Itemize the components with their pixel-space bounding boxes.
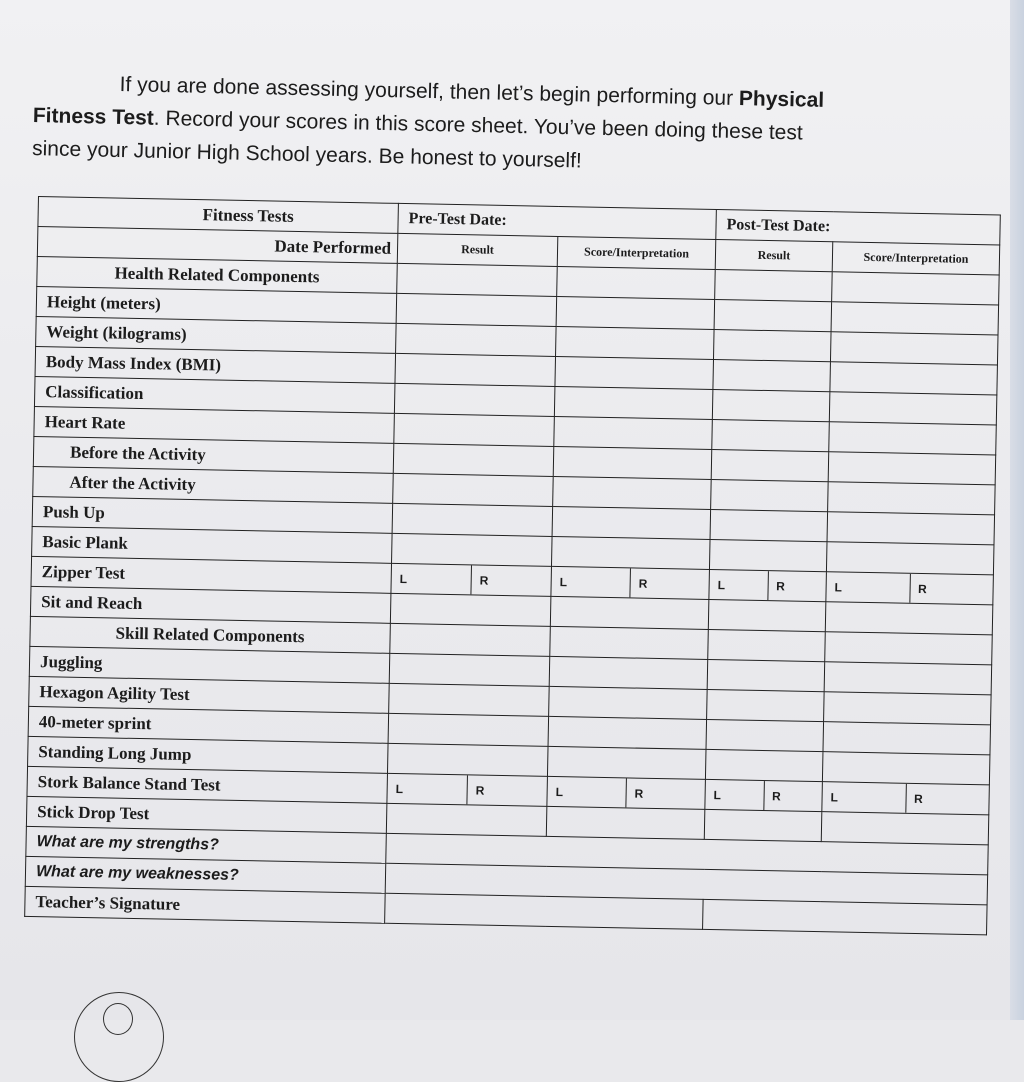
header-fitness-tests: Fitness Tests bbox=[38, 197, 399, 234]
post-score-lr-cell[interactable] bbox=[822, 782, 990, 815]
pre-score-cell[interactable] bbox=[549, 656, 708, 689]
post-score-cell[interactable] bbox=[822, 752, 990, 785]
pre-score-cell[interactable] bbox=[554, 386, 713, 419]
left-label: L bbox=[555, 784, 564, 799]
row-label-hexagon-agility: Hexagon Agility Test bbox=[29, 676, 390, 713]
pre-result-lr-cell[interactable] bbox=[391, 563, 552, 596]
pre-score-cell[interactable] bbox=[550, 626, 709, 659]
left-label: L bbox=[834, 579, 843, 595]
pre-signature-field[interactable] bbox=[385, 893, 704, 929]
row-label-push-up: Push Up bbox=[32, 496, 393, 533]
left-label: L bbox=[395, 781, 404, 796]
row-label-height: Height (meters) bbox=[36, 286, 397, 323]
pre-result-cell[interactable] bbox=[397, 263, 558, 296]
row-label-weaknesses: What are my weaknesses? bbox=[25, 856, 386, 893]
pre-result-cell[interactable] bbox=[393, 473, 554, 506]
header-pre-test-date: Pre-Test Date: bbox=[398, 203, 717, 239]
left-label: L bbox=[830, 789, 839, 804]
row-label-stork-balance: Stork Balance Stand Test bbox=[27, 766, 388, 803]
header-post-score: Score/Interpretation bbox=[832, 242, 1000, 275]
post-score-cell[interactable] bbox=[830, 362, 998, 395]
row-label-basic-plank: Basic Plank bbox=[32, 526, 393, 563]
pre-result-cell[interactable] bbox=[394, 413, 555, 446]
pre-result-cell[interactable] bbox=[387, 743, 548, 776]
post-result-cell[interactable] bbox=[709, 539, 827, 571]
post-result-cell[interactable] bbox=[708, 629, 826, 661]
post-result-cell[interactable] bbox=[707, 689, 825, 721]
post-score-cell[interactable] bbox=[827, 512, 995, 545]
row-label-sit-and-reach: Sit and Reach bbox=[30, 586, 391, 623]
row-label-stick-drop: Stick Drop Test bbox=[26, 796, 387, 833]
pre-score-cell[interactable] bbox=[551, 536, 710, 569]
pre-result-cell[interactable] bbox=[392, 503, 553, 536]
left-label: L bbox=[717, 577, 726, 592]
lightbulb-icon bbox=[103, 1003, 133, 1035]
post-result-cell[interactable] bbox=[711, 479, 829, 511]
pre-score-cell[interactable] bbox=[554, 416, 713, 449]
post-result-cell[interactable] bbox=[711, 449, 829, 481]
post-score-cell[interactable] bbox=[823, 722, 991, 755]
pre-result-cell[interactable] bbox=[392, 533, 553, 566]
instructions-text: . Record your scores in this score sheet. You’ve been doing these test bbox=[153, 106, 803, 145]
header-date-performed: Date Performed bbox=[37, 227, 398, 264]
lightbulb-logo-icon bbox=[74, 992, 164, 1082]
pre-score-lr-cell[interactable] bbox=[551, 566, 710, 599]
post-score-cell[interactable] bbox=[821, 812, 989, 845]
pre-score-cell[interactable] bbox=[555, 356, 714, 389]
post-score-cell[interactable] bbox=[832, 272, 1000, 305]
post-score-cell[interactable] bbox=[825, 632, 993, 665]
right-label: R bbox=[763, 781, 822, 811]
right-label: R bbox=[909, 574, 993, 605]
post-score-lr-cell[interactable] bbox=[826, 572, 994, 605]
row-label-weight: Weight (kilograms) bbox=[36, 316, 397, 353]
pre-result-cell[interactable] bbox=[389, 683, 550, 716]
post-score-cell[interactable] bbox=[828, 452, 996, 485]
post-result-cell[interactable] bbox=[712, 389, 830, 421]
row-label-bmi: Body Mass Index (BMI) bbox=[35, 346, 396, 383]
post-result-cell[interactable] bbox=[706, 719, 824, 751]
pre-result-cell[interactable] bbox=[396, 293, 557, 326]
pre-score-cell[interactable] bbox=[557, 266, 716, 299]
pre-score-cell[interactable] bbox=[556, 296, 715, 329]
pre-result-cell[interactable] bbox=[394, 383, 555, 416]
section-health-related: Health Related Components bbox=[37, 256, 398, 293]
row-label-zipper-test: Zipper Test bbox=[31, 556, 392, 593]
right-label: R bbox=[767, 571, 826, 601]
post-result-cell[interactable] bbox=[704, 809, 822, 841]
post-score-cell[interactable] bbox=[825, 602, 993, 635]
right-label: R bbox=[466, 775, 547, 806]
row-label-before-activity: Before the Activity bbox=[33, 436, 394, 473]
pre-score-cell[interactable] bbox=[553, 446, 712, 479]
pre-score-cell[interactable] bbox=[550, 596, 709, 629]
row-label-juggling: Juggling bbox=[29, 646, 390, 683]
row-label-after-activity: After the Activity bbox=[33, 466, 394, 503]
post-score-cell[interactable] bbox=[826, 542, 994, 575]
post-score-cell[interactable] bbox=[829, 422, 997, 455]
pre-score-cell[interactable] bbox=[556, 326, 715, 359]
right-label: R bbox=[905, 784, 989, 815]
pre-score-cell[interactable] bbox=[552, 506, 711, 539]
pre-score-cell[interactable] bbox=[548, 716, 707, 749]
post-result-lr-cell[interactable] bbox=[705, 779, 823, 811]
post-result-cell[interactable] bbox=[707, 659, 825, 691]
header-post-result: Result bbox=[715, 240, 833, 272]
post-result-cell[interactable] bbox=[708, 599, 826, 631]
left-label: L bbox=[399, 571, 408, 586]
left-label: L bbox=[559, 574, 568, 589]
pre-result-cell[interactable] bbox=[395, 353, 556, 386]
pre-score-cell[interactable] bbox=[549, 686, 708, 719]
right-label: R bbox=[470, 565, 551, 596]
row-label-heart-rate: Heart Rate bbox=[34, 406, 395, 443]
post-score-cell[interactable] bbox=[824, 662, 992, 695]
row-label-standing-long-jump: Standing Long Jump bbox=[28, 736, 389, 773]
post-result-cell[interactable] bbox=[705, 749, 823, 781]
post-score-cell[interactable] bbox=[830, 332, 998, 365]
left-label: L bbox=[713, 787, 722, 802]
post-signature-field[interactable] bbox=[703, 899, 988, 934]
section-skill-related: Skill Related Components bbox=[30, 616, 391, 653]
row-label-strengths: What are my strengths? bbox=[26, 826, 387, 863]
row-label-40m-sprint: 40-meter sprint bbox=[28, 706, 389, 743]
post-result-cell[interactable] bbox=[713, 330, 831, 362]
pre-result-cell[interactable] bbox=[396, 323, 557, 356]
post-result-cell[interactable] bbox=[710, 509, 828, 541]
post-result-cell[interactable] bbox=[715, 270, 833, 302]
pre-score-lr-cell[interactable] bbox=[547, 776, 706, 809]
pre-result-cell[interactable] bbox=[390, 623, 551, 656]
post-result-cell[interactable] bbox=[712, 419, 830, 451]
header-post-test-date: Post-Test Date: bbox=[716, 210, 1001, 245]
pre-score-cell[interactable] bbox=[547, 746, 706, 779]
pre-result-cell[interactable] bbox=[393, 443, 554, 476]
post-score-cell[interactable] bbox=[828, 482, 996, 515]
instructions-bold: Fitness Test bbox=[32, 103, 155, 130]
post-result-cell[interactable] bbox=[714, 300, 832, 332]
row-label-teacher-signature: Teacher’s Signature bbox=[25, 886, 386, 923]
post-result-lr-cell[interactable] bbox=[709, 569, 827, 601]
post-score-cell[interactable] bbox=[824, 692, 992, 725]
pre-result-cell[interactable] bbox=[386, 803, 547, 836]
post-result-cell[interactable] bbox=[713, 359, 831, 391]
instructions-text: If you are done assessing yourself, then let’s begin performing our bbox=[119, 72, 740, 110]
right-label: R bbox=[625, 778, 705, 809]
pre-result-cell[interactable] bbox=[389, 653, 550, 686]
post-score-cell[interactable] bbox=[829, 392, 997, 425]
row-label-classification: Classification bbox=[34, 376, 395, 413]
pre-score-cell[interactable] bbox=[546, 806, 705, 839]
pre-result-cell[interactable] bbox=[388, 713, 549, 746]
pre-score-cell[interactable] bbox=[553, 476, 712, 509]
pre-result-lr-cell[interactable] bbox=[387, 773, 548, 806]
pre-result-cell[interactable] bbox=[390, 593, 551, 626]
fitness-score-table bbox=[24, 196, 1001, 935]
score-sheet bbox=[24, 196, 1001, 935]
right-label: R bbox=[629, 568, 709, 599]
instructions-line-3: since your Junior High School years. Be honest to yourself! bbox=[31, 136, 583, 173]
header-pre-result: Result bbox=[397, 233, 558, 266]
post-score-cell[interactable] bbox=[831, 302, 999, 335]
background-edge bbox=[1010, 0, 1024, 1020]
header-pre-score: Score/Interpretation bbox=[557, 236, 716, 269]
instructions-bold: Physical bbox=[738, 87, 825, 112]
